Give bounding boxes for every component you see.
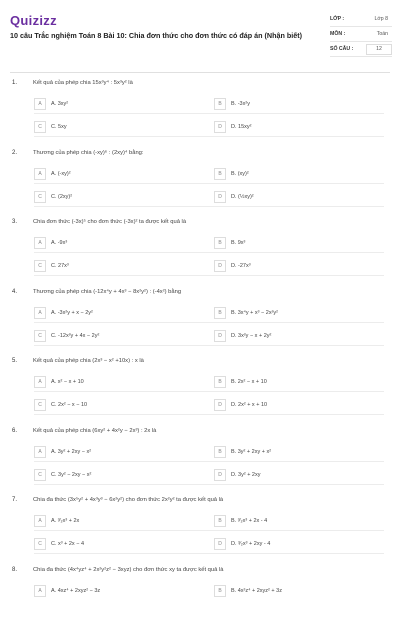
- question-stem: Kết quả của phép chia (6xy² + 4x²y − 2x³) : 2x là: [33, 428, 157, 434]
- option-divider: [34, 553, 384, 554]
- meta-row-count: [330, 42, 392, 57]
- question-2: [0, 150, 400, 220]
- answer-option-b[interactable]: [214, 307, 278, 319]
- option-letter-box: B: [214, 98, 226, 110]
- answer-option-b[interactable]: [214, 585, 282, 597]
- meta-panel: [330, 12, 392, 57]
- option-letter-box: B: [214, 237, 226, 249]
- answer-option-a[interactable]: [34, 446, 91, 458]
- option-letter-box: C: [34, 191, 46, 203]
- option-divider: [34, 414, 384, 415]
- answer-option-b[interactable]: [214, 237, 245, 249]
- option-letter-box: B: [214, 446, 226, 458]
- answer-option-b[interactable]: [214, 515, 267, 527]
- answer-option-a[interactable]: [34, 515, 79, 527]
- page-title: 10 câu Trắc nghiệm Toán 8 Bài 10: Chia đơn thức cho đơn thức có đáp án (Nhận biết): [10, 31, 303, 40]
- answer-option-b[interactable]: [214, 98, 250, 110]
- meta-key: LỚP :: [330, 16, 345, 22]
- answer-option-c[interactable]: [34, 469, 91, 481]
- answer-option-c[interactable]: [34, 121, 67, 133]
- meta-row-subject: [330, 27, 392, 42]
- option-text: A. 4xz⁴ + 2xyz² − 3z: [51, 588, 101, 594]
- question-4: [0, 289, 400, 359]
- question-5: [0, 358, 400, 428]
- answer-option-c[interactable]: [34, 191, 72, 203]
- answer-option-c[interactable]: [34, 330, 99, 342]
- option-text: A. 3y² + 2xy − x²: [51, 449, 92, 455]
- question-number: 1.: [12, 80, 18, 86]
- answer-option-d[interactable]: [214, 469, 261, 481]
- option-letter-box: A: [34, 307, 46, 319]
- option-text: C. 5xy: [51, 124, 67, 130]
- option-letter-box: B: [214, 515, 226, 527]
- header-divider: [10, 72, 390, 73]
- option-letter-box: B: [214, 168, 226, 180]
- option-letter-box: A: [34, 98, 46, 110]
- option-text: D. 15xy²: [231, 124, 252, 130]
- question-number: 7.: [12, 497, 18, 503]
- answer-option-d[interactable]: [214, 191, 254, 203]
- answer-option-c[interactable]: [34, 538, 84, 550]
- answer-option-a[interactable]: [34, 237, 67, 249]
- option-letter-box: D: [214, 191, 226, 203]
- option-text: C. -12x²y + 4x − 2y²: [51, 333, 100, 339]
- option-text: A. -3x²y + x − 2y²: [51, 310, 93, 316]
- option-text: D. 3y² + 2xy: [231, 472, 261, 478]
- option-letter-box: C: [34, 538, 46, 550]
- answer-option-a[interactable]: [34, 376, 84, 388]
- option-divider: [34, 206, 384, 207]
- option-text: B. 3x⁴y + x³ − 2x²y²: [231, 310, 278, 316]
- option-text: A. (-xy)²: [51, 171, 71, 177]
- option-divider: [34, 275, 384, 276]
- answer-option-d[interactable]: [214, 330, 271, 342]
- answer-option-d[interactable]: [214, 121, 251, 133]
- answer-option-b[interactable]: [214, 168, 249, 180]
- question-7: [0, 497, 400, 567]
- option-divider: [34, 252, 384, 253]
- option-text: C. (2xy)²: [51, 194, 73, 200]
- option-letter-box: B: [214, 585, 226, 597]
- option-divider: [34, 183, 384, 184]
- meta-key: SỐ CÂU :: [330, 46, 354, 52]
- answer-option-b[interactable]: [214, 446, 271, 458]
- option-text: C. 2x² − x − 10: [51, 402, 88, 408]
- question-number: 3.: [12, 219, 18, 225]
- question-number: 6.: [12, 428, 18, 434]
- option-letter-box: D: [214, 538, 226, 550]
- answer-option-a[interactable]: [34, 168, 71, 180]
- option-letter-box: C: [34, 399, 46, 411]
- option-letter-box: C: [34, 330, 46, 342]
- question-stem: Chia đa thức (4x⁴yz⁴ + 2x²y²z² − 3xyz) cho đơn thức xy ta được kết quả là: [33, 567, 224, 573]
- option-letter-box: B: [214, 307, 226, 319]
- answer-option-b[interactable]: [214, 376, 267, 388]
- option-text: A. -9x³: [51, 240, 68, 246]
- question-number: 5.: [12, 358, 18, 364]
- option-divider: [34, 322, 384, 323]
- answer-option-c[interactable]: [34, 399, 87, 411]
- option-letter-box: A: [34, 237, 46, 249]
- meta-value: Toán: [376, 31, 388, 37]
- option-text: D. (½xy)²: [231, 194, 254, 200]
- option-text: A. x² − x + 10: [51, 379, 84, 385]
- question-stem: Kết quả của phép chia 15x³y⁴ : 5x³y² là: [33, 80, 133, 86]
- option-text: B. ³⁄₂x³ + 2x - 4: [231, 518, 268, 524]
- option-text: D. 2x² + x + 10: [231, 402, 268, 408]
- meta-row-grade: [330, 12, 392, 27]
- option-letter-box: D: [214, 260, 226, 272]
- option-divider: [34, 136, 384, 137]
- question-1: [0, 80, 400, 150]
- meta-key: MÔN :: [330, 31, 346, 37]
- answer-option-a[interactable]: [34, 307, 93, 319]
- answer-option-a[interactable]: [34, 98, 68, 110]
- question-stem: Kết quả của phép chia (2x³ − x² +10x) : x là: [33, 358, 144, 364]
- option-text: D. ³⁄₂x³ + 2xy - 4: [231, 541, 271, 547]
- option-letter-box: D: [214, 330, 226, 342]
- option-letter-box: C: [34, 260, 46, 272]
- option-text: D. 3x²y − x + 2y²: [231, 333, 272, 339]
- option-divider: [34, 530, 384, 531]
- option-divider: [34, 484, 384, 485]
- option-letter-box: C: [34, 121, 46, 133]
- option-text: C. 27x³: [51, 263, 69, 269]
- option-divider: [34, 461, 384, 462]
- question-stem: Thương của phép chia (-xy)⁶ : (2xy)⁴ bằng:: [33, 150, 144, 156]
- quizizz-logo: Quizizz: [10, 13, 57, 28]
- answer-option-c[interactable]: [34, 260, 69, 272]
- answer-option-a[interactable]: [34, 585, 100, 597]
- option-text: C. 3y² − 2xy − x²: [51, 472, 92, 478]
- option-letter-box: D: [214, 399, 226, 411]
- meta-value: Lớp 8: [374, 16, 388, 22]
- option-divider: [34, 391, 384, 392]
- option-text: A. ³⁄₂x³ + 2x: [51, 518, 80, 524]
- option-letter-box: A: [34, 168, 46, 180]
- answer-option-d[interactable]: [214, 538, 270, 550]
- option-text: C. x³ + 2x − 4: [51, 541, 85, 547]
- answer-option-d[interactable]: [214, 399, 267, 411]
- question-stem: Thương của phép chia (-12x⁴y + 4x³ − 8x²y²) : (-4x²) bằng: [33, 289, 182, 295]
- option-letter-box: A: [34, 585, 46, 597]
- option-text: B. 9x³: [231, 240, 246, 246]
- option-text: B. 3y² + 2xy + x²: [231, 449, 272, 455]
- option-text: B. 4x²z⁴ + 2xyz² + 3z: [231, 588, 282, 594]
- question-stem: Chia đơn thức (-3x)⁵ cho đơn thức (-3x)² ta được kết quả là: [33, 219, 187, 225]
- option-text: D. -27x³: [231, 263, 251, 269]
- option-divider: [34, 345, 384, 346]
- option-letter-box: A: [34, 376, 46, 388]
- option-letter-box: A: [34, 446, 46, 458]
- option-letter-box: D: [214, 469, 226, 481]
- option-letter-box: B: [214, 376, 226, 388]
- question-number: 8.: [12, 567, 18, 573]
- question-3: [0, 219, 400, 289]
- option-text: B. -3x²y: [231, 101, 250, 107]
- question-stem: Chia đa thức (3x⁵y² + 4x³y³ − 6x²y²) cho đơn thức 2x²y² ta được kết quả là: [33, 497, 224, 503]
- option-letter-box: A: [34, 515, 46, 527]
- answer-option-d[interactable]: [214, 260, 251, 272]
- option-text: A. 3xy²: [51, 101, 69, 107]
- question-8: [0, 567, 400, 637]
- option-letter-box: D: [214, 121, 226, 133]
- meta-value-box: 12: [366, 44, 392, 55]
- question-number: 2.: [12, 150, 18, 156]
- question-number: 4.: [12, 289, 18, 295]
- option-text: B. (xy)²: [231, 171, 249, 177]
- option-text: B. 2x² − x + 10: [231, 379, 267, 385]
- option-divider: [34, 113, 384, 114]
- question-6: [0, 428, 400, 498]
- option-letter-box: C: [34, 469, 46, 481]
- header: [0, 0, 400, 70]
